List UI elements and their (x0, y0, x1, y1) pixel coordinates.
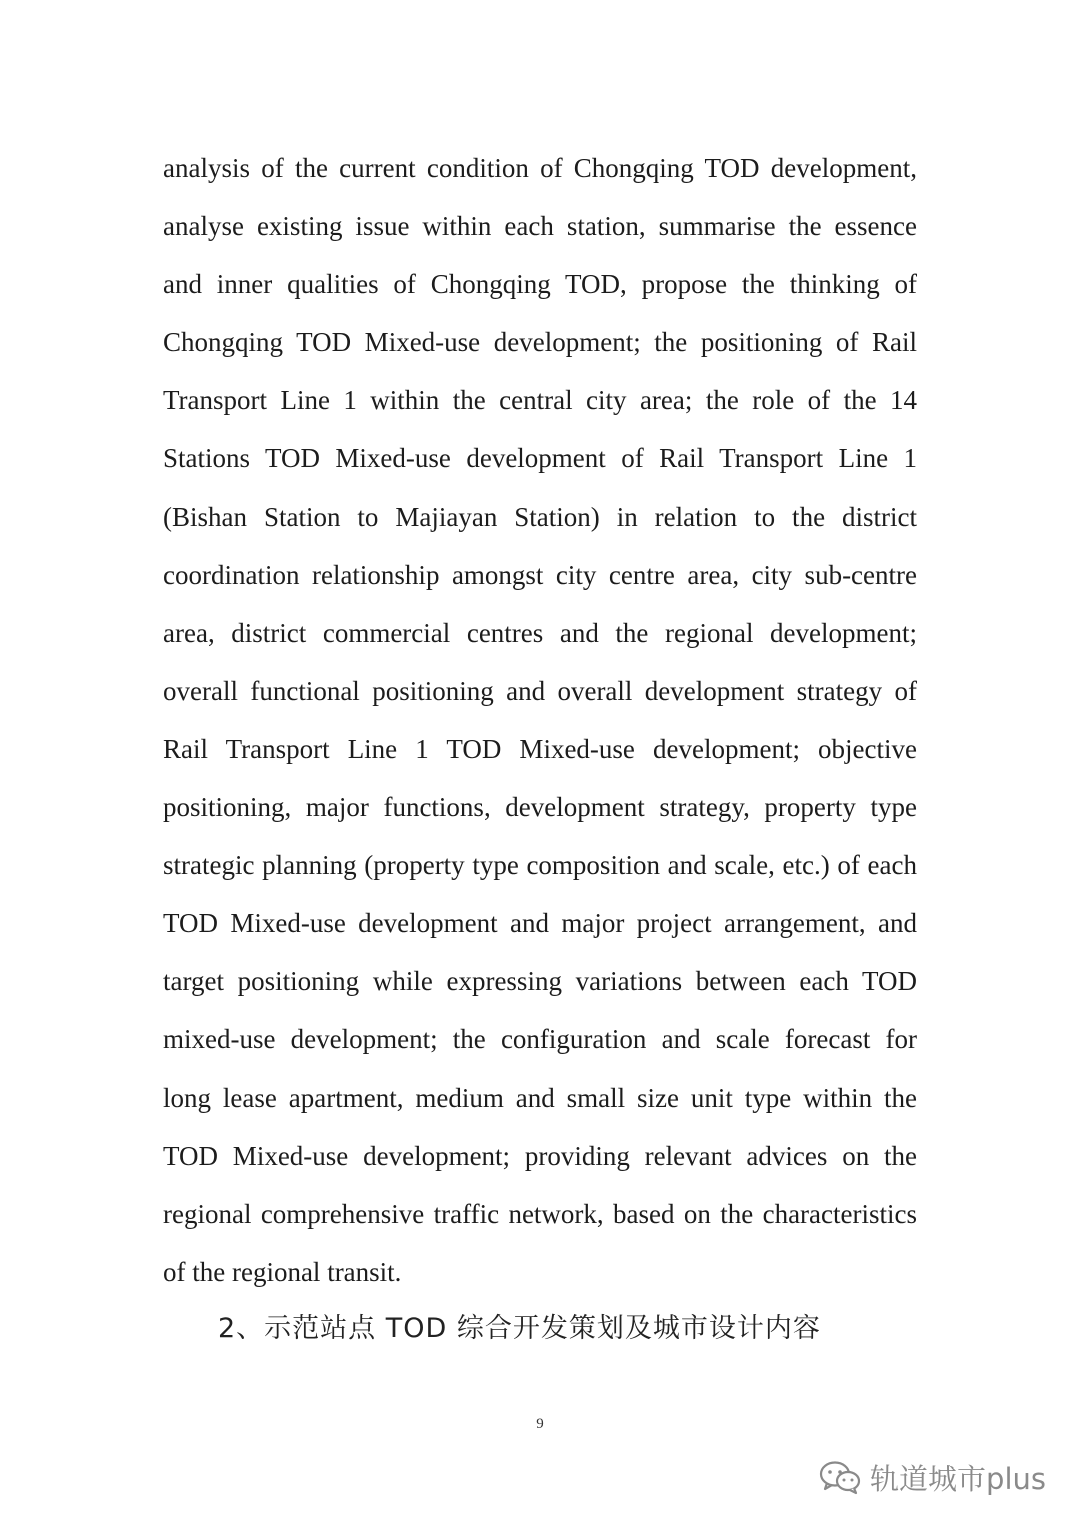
body-paragraph (163, 139, 917, 1301)
paragraph-line: Stations TOD Mixed-use development of Rail Transport Line 1 (163, 443, 917, 474)
paragraph-line: mixed-use development; the configuration and scale forecast for (163, 1024, 917, 1055)
paragraph-line: area, district commercial centres and the regional development; (163, 617, 917, 648)
watermark (818, 1454, 1046, 1500)
page-number: 9 (536, 1416, 544, 1432)
paragraph-line: coordination relationship amongst city centre area, city sub-centre (163, 559, 917, 590)
paragraph-line: positioning, major functions, development strategy, property type (163, 792, 917, 823)
paragraph-line: Transport Line 1 within the central city area; the role of the 14 (163, 385, 917, 416)
paragraph-line: and inner qualities of Chongqing TOD, propose the thinking of (163, 269, 917, 300)
paragraph-line: TOD Mixed-use development and major project arrangement, and (163, 908, 917, 939)
paragraph-line: overall functional positioning and overall development strategy of (163, 675, 917, 706)
paragraph-line: TOD Mixed-use development; providing relevant advices on the (163, 1140, 917, 1171)
paragraph-line: of the regional transit. (163, 1256, 402, 1287)
paragraph-line: target positioning while expressing variations between each TOD (163, 966, 917, 997)
paragraph-line: analyse existing issue within each station, summarise the essence (163, 211, 917, 242)
paragraph-line: analysis of the current condition of Chongqing TOD development, (163, 153, 917, 183)
watermark-text: 轨道城市plus (870, 1461, 1046, 1496)
paragraph-line: Chongqing TOD Mixed-use development; the positioning of Rail (163, 327, 917, 358)
paragraph-line: regional comprehensive traffic network, based on the characteristics (163, 1198, 917, 1229)
paragraph-line: Rail Transport Line 1 TOD Mixed-use development; objective (163, 733, 917, 764)
section-heading: 2、示范站点 TOD 综合开发策划及城市设计内容 (218, 1313, 821, 1344)
paragraph-line: long lease apartment, medium and small size unit type within the (163, 1082, 917, 1113)
wechat-icon (818, 1459, 862, 1495)
paragraph-line: strategic planning (property type composition and scale, etc.) of each (163, 850, 917, 881)
paragraph-line: (Bishan Station to Majiayan Station) in relation to the district (163, 501, 917, 532)
